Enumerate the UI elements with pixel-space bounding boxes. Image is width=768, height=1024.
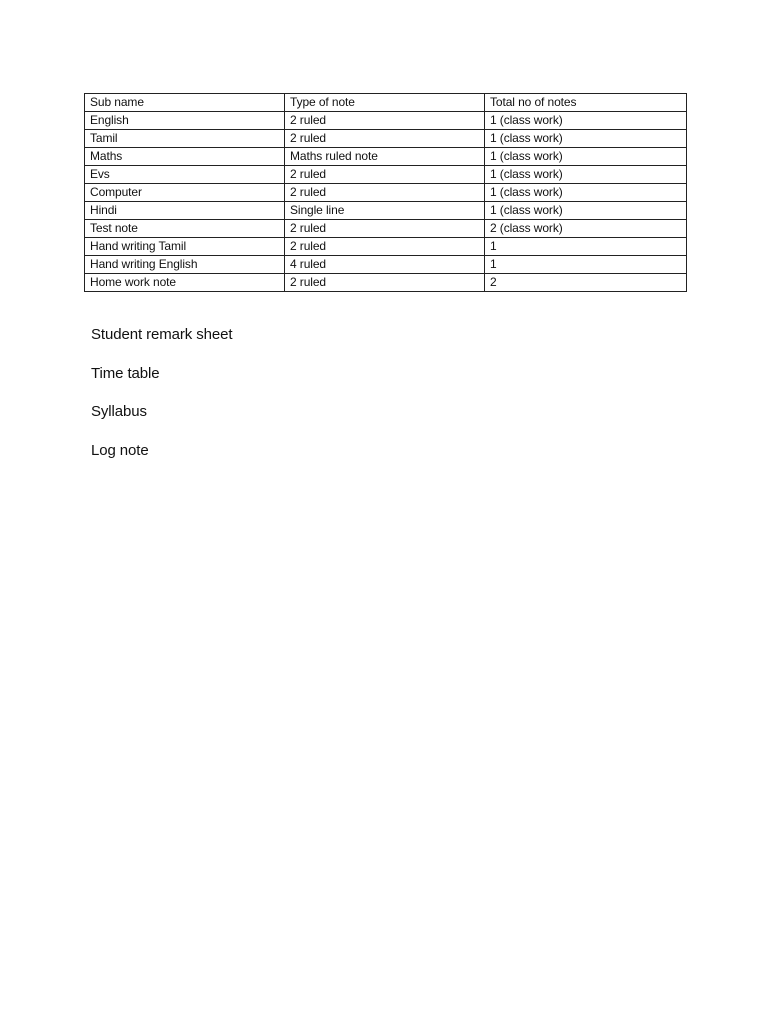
note-count-cell: 2 (class work) bbox=[485, 220, 687, 238]
note-type-cell: 2 ruled bbox=[285, 184, 485, 202]
subject-cell: English bbox=[85, 112, 285, 130]
note-type-cell: 2 ruled bbox=[285, 274, 485, 292]
header-type-of-note: Type of note bbox=[285, 94, 485, 112]
table-row bbox=[85, 274, 687, 292]
table-header-row bbox=[85, 94, 687, 112]
subject-cell: Evs bbox=[85, 166, 285, 184]
note-count-cell: 1 (class work) bbox=[485, 184, 687, 202]
note-count-cell: 1 (class work) bbox=[485, 148, 687, 166]
table-row bbox=[85, 130, 687, 148]
item-log-note: Log note bbox=[91, 441, 149, 459]
table-row bbox=[85, 238, 687, 256]
note-count-cell: 1 (class work) bbox=[485, 202, 687, 220]
header-total-no-of-notes: Total no of notes bbox=[485, 94, 687, 112]
subject-cell: Home work note bbox=[85, 274, 285, 292]
table-row bbox=[85, 220, 687, 238]
item-syllabus: Syllabus bbox=[91, 403, 147, 420]
item-time-table: Time table bbox=[91, 364, 160, 382]
item-student-remark-sheet: Student remark sheet bbox=[91, 326, 233, 343]
subject-cell: Computer bbox=[85, 184, 285, 202]
note-type-cell: Maths ruled note bbox=[285, 148, 485, 166]
note-type-cell: Single line bbox=[285, 202, 485, 220]
subject-cell: Tamil bbox=[85, 130, 285, 148]
note-type-cell: 4 ruled bbox=[285, 256, 485, 274]
subject-cell: Maths bbox=[85, 148, 285, 166]
table-row bbox=[85, 112, 687, 130]
note-type-cell: 2 ruled bbox=[285, 166, 485, 184]
header-sub-name: Sub name bbox=[85, 94, 285, 112]
note-count-cell: 1 (class work) bbox=[485, 166, 687, 184]
note-count-cell: 1 (class work) bbox=[485, 130, 687, 148]
table-row bbox=[85, 256, 687, 274]
subject-cell: Hand writing Tamil bbox=[85, 238, 285, 256]
subject-cell: Test note bbox=[85, 220, 285, 238]
table-row bbox=[85, 184, 687, 202]
note-type-cell: 2 ruled bbox=[285, 238, 485, 256]
notes-table bbox=[84, 93, 687, 292]
note-count-cell: 1 (class work) bbox=[485, 112, 687, 130]
table-row bbox=[85, 166, 687, 184]
note-type-cell: 2 ruled bbox=[285, 220, 485, 238]
note-count-cell: 2 bbox=[485, 274, 687, 292]
table-row bbox=[85, 202, 687, 220]
table-row bbox=[85, 148, 687, 166]
note-type-cell: 2 ruled bbox=[285, 112, 485, 130]
note-type-cell: 2 ruled bbox=[285, 130, 485, 148]
document-items-list bbox=[91, 325, 232, 479]
note-count-cell: 1 bbox=[485, 238, 687, 256]
subject-cell: Hindi bbox=[85, 202, 285, 220]
subject-cell: Hand writing English bbox=[85, 256, 285, 274]
note-count-cell: 1 bbox=[485, 256, 687, 274]
